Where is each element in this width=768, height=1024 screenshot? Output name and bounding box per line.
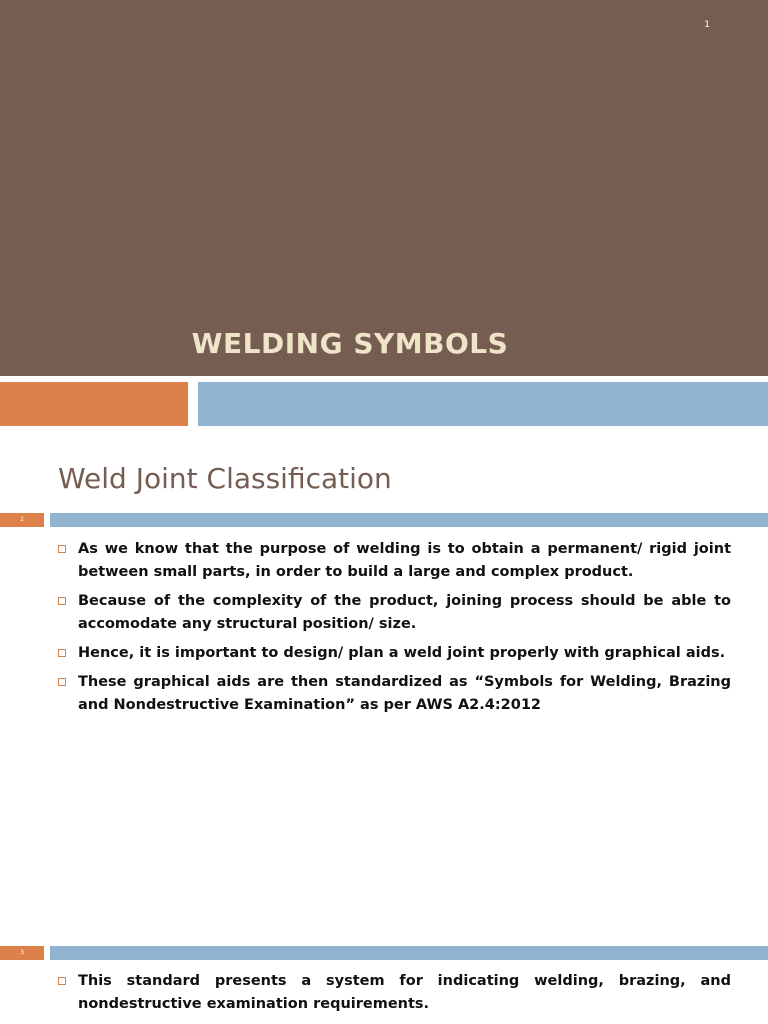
- bullet-square-icon: [58, 649, 66, 657]
- page-number-tag: 2: [0, 513, 44, 527]
- bullet-square-icon: [58, 597, 66, 605]
- bullet-square-icon: [58, 678, 66, 686]
- list-item: As we know that the purpose of welding is to obtain a permanent/ rigid joint between small parts, in order to build a large and complex product.: [56, 538, 731, 584]
- page-number-tag: 3: [0, 946, 44, 960]
- bullet-square-icon: [58, 977, 66, 985]
- accent-bar-orange: [0, 382, 188, 426]
- title-slide: [0, 0, 768, 376]
- list-item: Because of the complexity of the product, joining process should be able to accomodate any structural position/ size.: [56, 590, 731, 636]
- bullet-list: [56, 538, 731, 723]
- list-item: Hence, it is important to design/ plan a weld joint properly with graphical aids.: [56, 642, 731, 665]
- divider-bar: [50, 946, 768, 960]
- section-title: Weld Joint Classification: [58, 462, 392, 495]
- standard-reference: AWS A2.4:2012: [415, 697, 542, 713]
- bullet-list: [56, 970, 731, 1022]
- list-item: These graphical aids are then standardized as “Symbols for Welding, Brazing and Nondestructive Examination” as per AWS A2.4:2012: [56, 671, 731, 717]
- divider-bar: [50, 513, 768, 527]
- bullet-square-icon: [58, 545, 66, 553]
- page-number: 1: [704, 20, 710, 30]
- slide-title: WELDING SYMBOLS: [191, 327, 509, 360]
- list-item: This standard presents a system for indicating welding, brazing, and nondestructive examination requirements.: [56, 970, 731, 1016]
- accent-bar-blue: [198, 382, 768, 426]
